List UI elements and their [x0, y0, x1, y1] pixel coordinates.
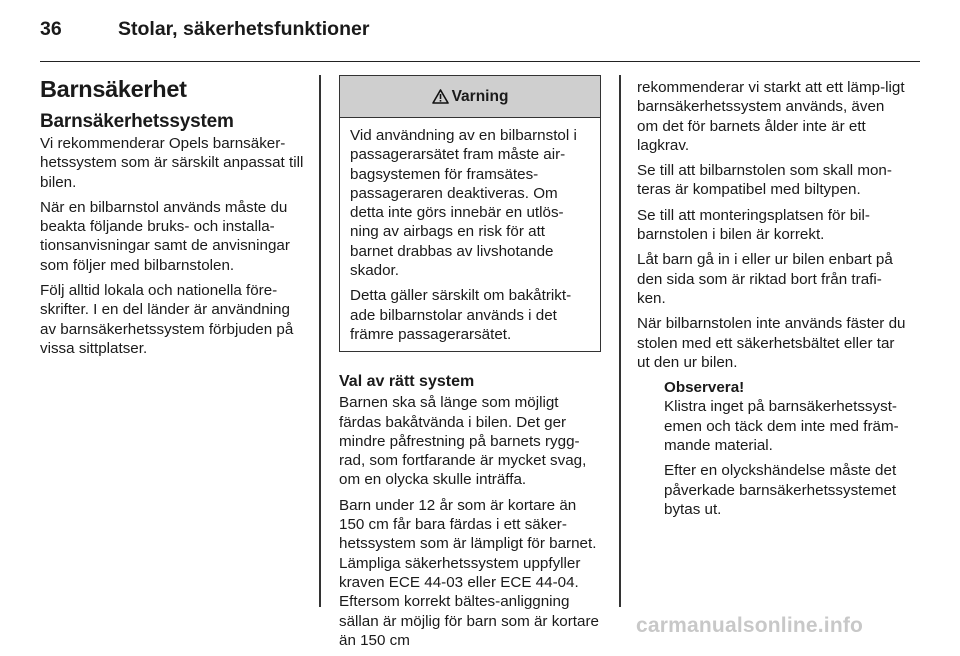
column-2	[339, 75, 601, 656]
paragraph: Låt barn gå in i eller ur bilen enbart på den sida som är riktad bort från trafi-ken.	[637, 251, 893, 307]
paragraph: Följ alltid lokala och nationella före-skrifter. I en del länder är användning av barnsäkerhetssystem förbjuden på vissa sittplatser.	[40, 282, 294, 357]
section-title: Stolar, säkerhetsfunktioner	[118, 18, 370, 40]
paragraph: Barnen ska så länge som möjligt färdas bakåtvända i bilen. Det ger mindre påfrestning på barnets rygg-rad, som fortfarande är mycket svag, om en olycka skulle inträffa.	[339, 394, 587, 489]
subsection-title: Barnsäkerhetssystem	[40, 111, 234, 132]
note-box	[637, 378, 907, 519]
page-title: Barnsäkerhet	[40, 76, 187, 102]
watermark: carmanualsonline.info	[636, 614, 864, 637]
paragraph: Se till att bilbarnstolen som skall mon-teras är kompatibel med biltypen.	[637, 162, 892, 199]
warning-box	[339, 75, 601, 352]
column-3	[637, 78, 907, 525]
paragraph: Vi rekommenderar Opels barnsäker-hetssystem som är särskilt anpassat till bilen.	[40, 135, 304, 191]
note-title: Observera!	[664, 379, 745, 397]
paragraph: Barn under 12 år som är kortare än 150 cm får bara färdas i ett säker-hetssystem som är lämpligt för barnet. Lämpliga säkerhetssystem uppfyller kraven ECE 44-03 eller ECE 44-04. Eftersom korrekt bältes-anliggning sällan är möjlig för barn som är kortare än 150 cm	[339, 496, 599, 649]
header-divider	[40, 61, 920, 62]
warning-header	[340, 76, 600, 118]
warning-title: Varning	[451, 87, 509, 105]
subsection-title: Val av rätt system	[339, 373, 475, 391]
paragraph: När bilbarnstolen inte används fäster du stolen med ett säkerhetsbältet eller tar ut den ur bilen.	[637, 315, 906, 371]
page-number: 36	[40, 18, 62, 40]
paragraph: När en bilbarnstol används måste du beakta följande bruks- och installa-tionsanvisningar samt de anvisningar som följer med bilbarnstolen.	[40, 198, 290, 274]
column-divider	[319, 75, 321, 607]
paragraph: Se till att monteringsplatsen för bil-barnstolen i bilen är korrekt.	[637, 206, 870, 244]
warning-paragraph: Vid användning av en bilbarnstol i passagerarsätet fram måste air-bagsystemen för framsätes-passageraren deaktiveras. Om detta inte görs innebär en utlös-ning av airbags en risk för att barnet drabbas av livshotande skador.	[350, 127, 577, 280]
column-divider	[619, 75, 621, 607]
warning-body	[340, 118, 600, 351]
warning-paragraph: Detta gäller särskilt om bakåtrikt-ade bilbarnstolar används i det främre passagerarsätet.	[350, 287, 572, 343]
note-paragraph: Klistra inget på barnsäkerhetssyst-emen och täck dem inte med främ-mande material.	[664, 398, 899, 455]
paragraph: rekommenderar vi starkt att ett lämp-ligt barnsäkerhetssystem används, även om det för barnets ålder inte är ett lagkrav.	[637, 79, 905, 154]
note-paragraph: Efter en olyckshändelse måste det påverkade barnsäkerhetssystemet bytas ut.	[664, 462, 897, 518]
warning-triangle-icon	[432, 89, 449, 104]
column-1	[40, 75, 308, 364]
